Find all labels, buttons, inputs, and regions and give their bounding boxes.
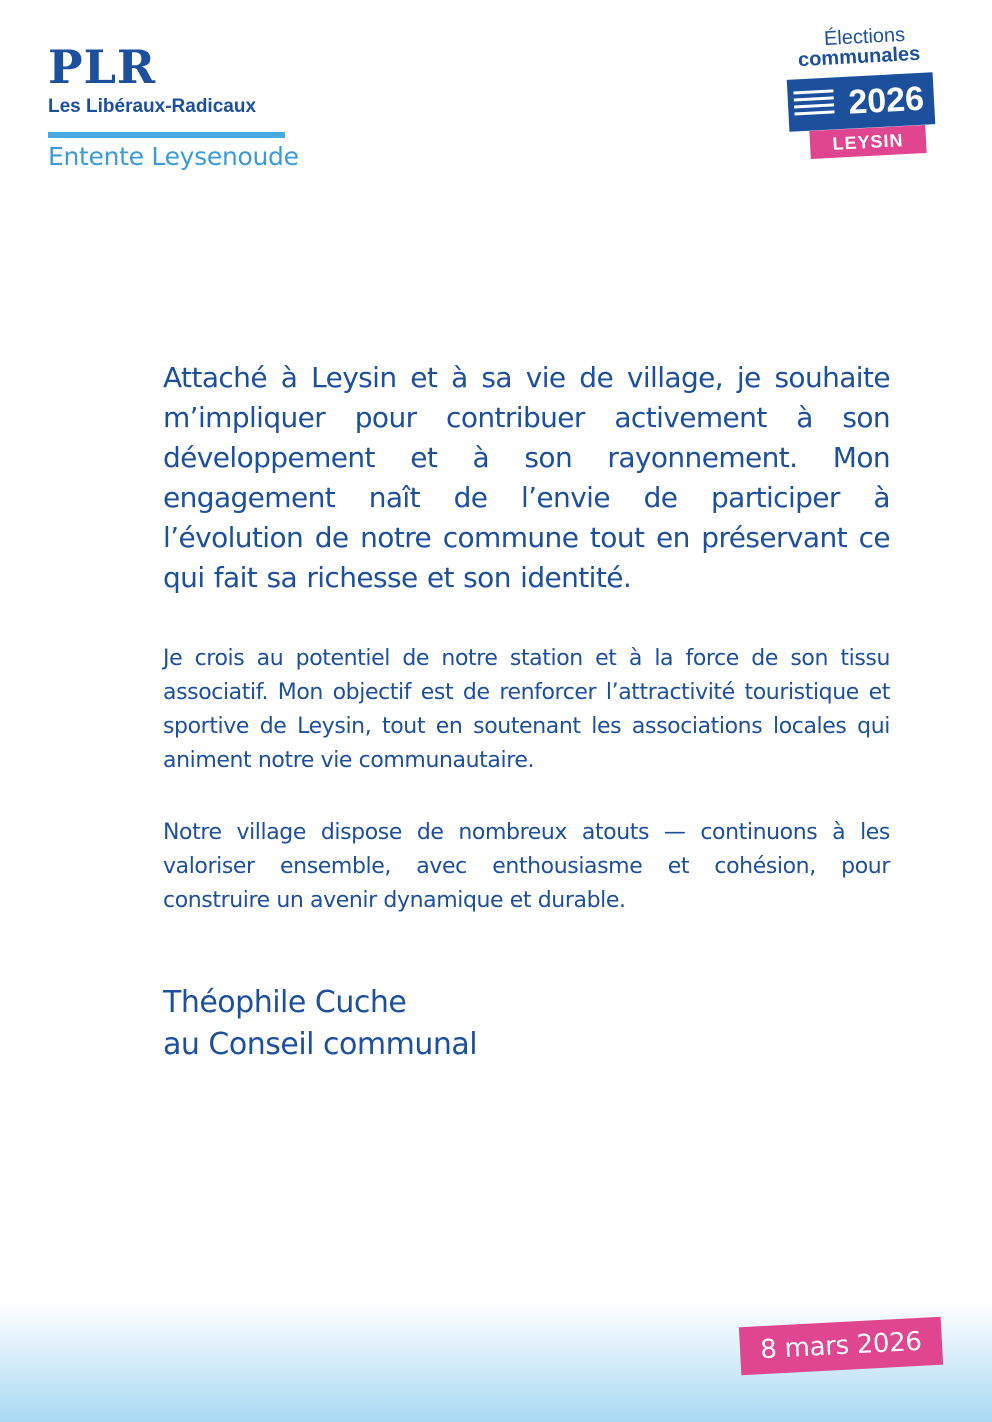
date-stamp: 8 mars 2026 [739, 1317, 943, 1376]
paragraph-intro: Attaché à Leysin et à sa vie de village, je souhaite m’impliquer pour contribuer activement à son développement et à son rayonnement. Mon engagement naît de l’envie de participer à l’évolution de notre commune tout en préservant ce qui fait sa richesse et son identité. [163, 361, 890, 594]
badge-communales-text: communales [797, 42, 921, 72]
badge-place: LEYSIN [809, 125, 926, 159]
badge-year: 2026 [847, 79, 925, 122]
signature-name: Théophile Cuche [163, 985, 407, 1020]
signature-block [163, 982, 890, 1066]
badge-elections-text: Élections [823, 23, 906, 51]
logo-subtitle: Les Libéraux-Radicaux [48, 96, 257, 117]
signature-role: au Conseil communal [163, 1027, 478, 1062]
ballot-stripes-icon [793, 89, 834, 119]
logo-divider [48, 132, 285, 138]
paragraph-closing: Notre village dispose de nombreux atouts — continuons à les valoriser ensemble, avec enthousiasme et cohésion, pour construire un avenir dynamique et durable. [163, 820, 890, 913]
elections-badge [786, 24, 946, 164]
paragraph-objective: Je crois au potentiel de notre station et à la force de son tissu associatif. Mon objectif est de renforcer l’attractivité touristique et sportive de Leysin, tout en soutenant les associations locales qui animent notre vie communautaire. [163, 646, 890, 773]
logo-title: PLR [48, 40, 157, 94]
badge-year-box [787, 72, 936, 132]
plr-logo [48, 40, 299, 172]
entente-label: Entente Leysenoude [48, 142, 299, 171]
letter-body [163, 358, 890, 1066]
